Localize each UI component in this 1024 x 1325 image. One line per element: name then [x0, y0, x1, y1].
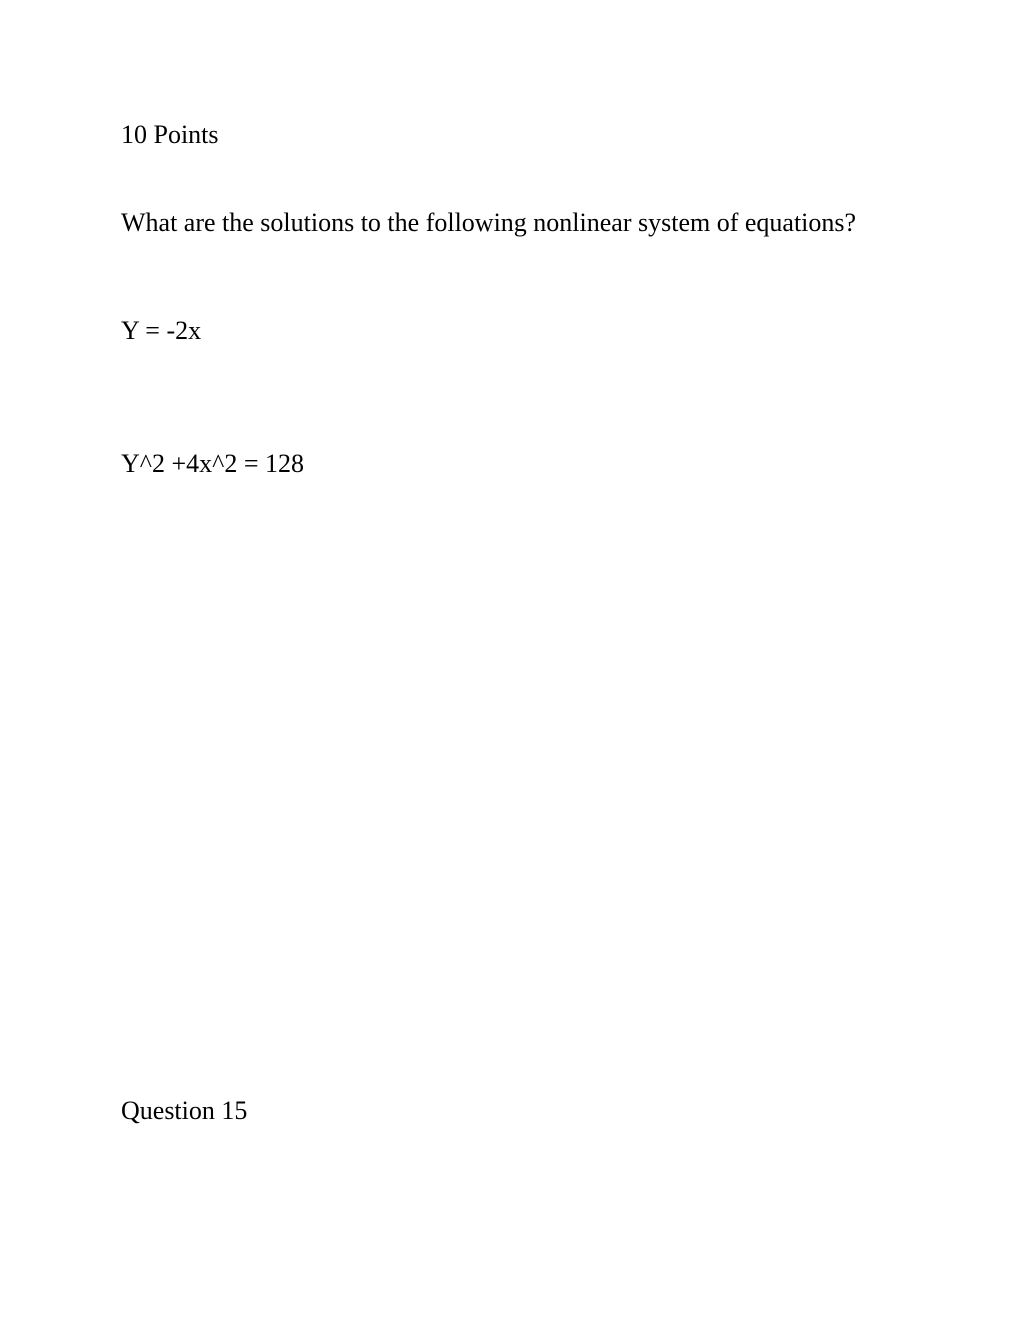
next-question-heading: Question 15: [121, 1096, 248, 1125]
equation-1: Y = -2x: [121, 316, 202, 345]
equation-2: Y^2 +4x^2 = 128: [121, 449, 305, 478]
points-label: 10 Points: [121, 120, 219, 149]
question-text: What are the solutions to the following nonlinear system of equations?: [121, 208, 857, 237]
